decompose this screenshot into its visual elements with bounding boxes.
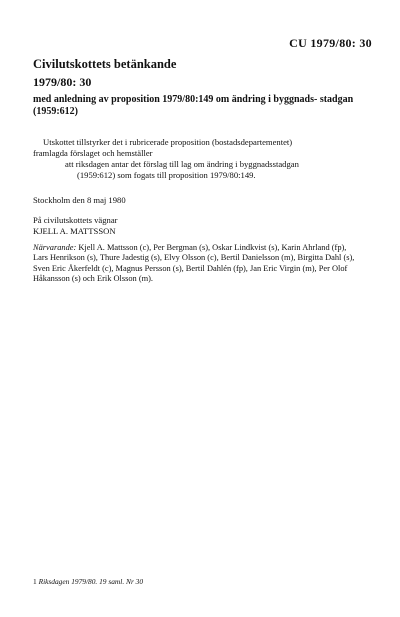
report-number: 1979/80: 30 — [33, 75, 92, 89]
attendance-label: Närvarande: — [33, 243, 77, 252]
report-body — [33, 137, 353, 181]
on-behalf: På civilutskottets vägnar — [33, 215, 118, 225]
attendance-names: Kjell A. Mattsson (c), Per Bergman (s), Oskar Lindkvist (s), Karin Ahrland (fp), Lars Henrikson (s), Thure Jadestig (s), Elvy Olsson (c), Bertil Danielsson (m), Birgitta Dahl (s), Sven Eric Åkerfeldt (c), Magnus Persson (s), Bertil Dahlén (fp), Jan Eric Virgin (m), Per Olof Håkansson (s) och Erik Olsson (m). — [33, 243, 355, 284]
signature-block — [33, 195, 353, 237]
page-footer — [33, 577, 143, 586]
body-line: att riksdagen antar det förslag till lag om ändring i byggnadsstadgan — [65, 159, 299, 169]
place-date: Stockholm den 8 maj 1980 — [33, 195, 126, 205]
attendance-list — [33, 243, 355, 285]
document-title: Civilutskottets betänkande — [33, 57, 177, 71]
page-number: 1 — [33, 577, 37, 586]
document-code: CU 1979/80: 30 — [289, 36, 372, 50]
body-line: Utskottet tillstyrker det i rubricerade proposition (bostadsdepartementet) — [43, 137, 293, 147]
report-subject: med anledning av proposition 1979/80:149 om ändring i byggnads- stadgan (1959:612) — [33, 94, 354, 117]
footer-reference: Riksdagen 1979/80. 19 saml. Nr 30 — [38, 577, 144, 586]
signatory-name: KJELL A. MATTSSON — [33, 226, 116, 236]
body-line: framlagda förslaget och hemställer — [33, 148, 153, 158]
body-line: (1959:612) som fogats till proposition 1979/80:149. — [77, 170, 256, 180]
